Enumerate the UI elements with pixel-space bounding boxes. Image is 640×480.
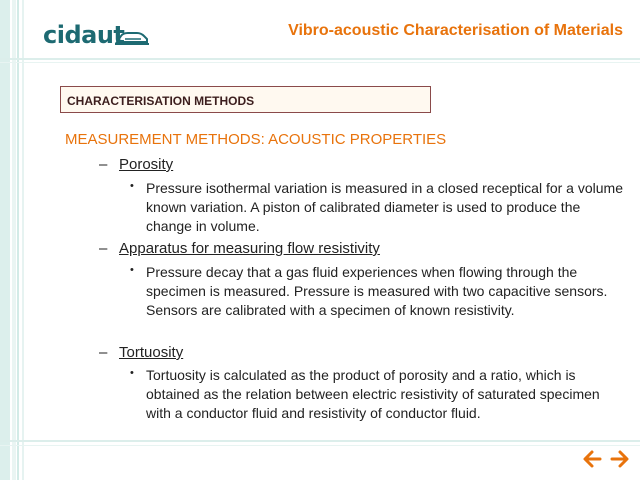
method-label-porosity: Porosity [119,156,174,173]
section-label: CHARACTERISATION METHODS [67,94,255,108]
list-item [130,366,626,423]
dash: – [99,156,108,173]
bullet-icon: • [130,367,134,379]
list-item [130,179,626,236]
decorative-stripe [0,0,10,480]
method-label-flow-resistivity: Apparatus for measuring flow resistivity [119,240,380,257]
logo-text: cidaut [43,21,125,49]
footer-divider [0,440,640,442]
slide-navigation [578,449,630,474]
subtitle: MEASUREMENT METHODS: ACOUSTIC PROPERTIES [65,131,447,148]
dash: – [99,240,108,257]
method-label-tortuosity: Tortuosity [119,344,184,361]
footer-divider [0,445,640,446]
header-divider [0,58,640,60]
decorative-stripe [22,0,24,480]
bullet-text: Tortuosity is calculated as the product of porosity and a ratio, which is obtained as the relation between electric resistivity of saturated specimen with a conductor fluid and resistivity of conductor fluid. [146,367,600,421]
list-item [130,263,616,320]
section-header [60,86,431,113]
dash: – [99,344,108,361]
logo [43,20,124,50]
page-title: Vibro-acoustic Characterisation of Materials [288,22,623,39]
header-divider [0,62,640,63]
arrow-left-icon[interactable] [582,449,602,469]
bullet-icon: • [130,180,134,192]
bullet-text: Pressure isothermal variation is measured in a closed receptical for a volume known variation. A piston of calibrated diameter is used to produce the change in volume. [146,180,623,234]
bullet-icon: • [130,264,134,276]
decorative-stripe [17,0,19,480]
decorative-stripe [12,0,16,480]
bullet-text: Pressure decay that a gas fluid experiences when flowing through the specimen is measured. Pressure is measured with two capacitive sensors. Sensors are calibrated with a specimen of known resistivity. [146,264,608,318]
car-icon [115,28,149,46]
arrow-right-icon[interactable] [610,449,630,469]
